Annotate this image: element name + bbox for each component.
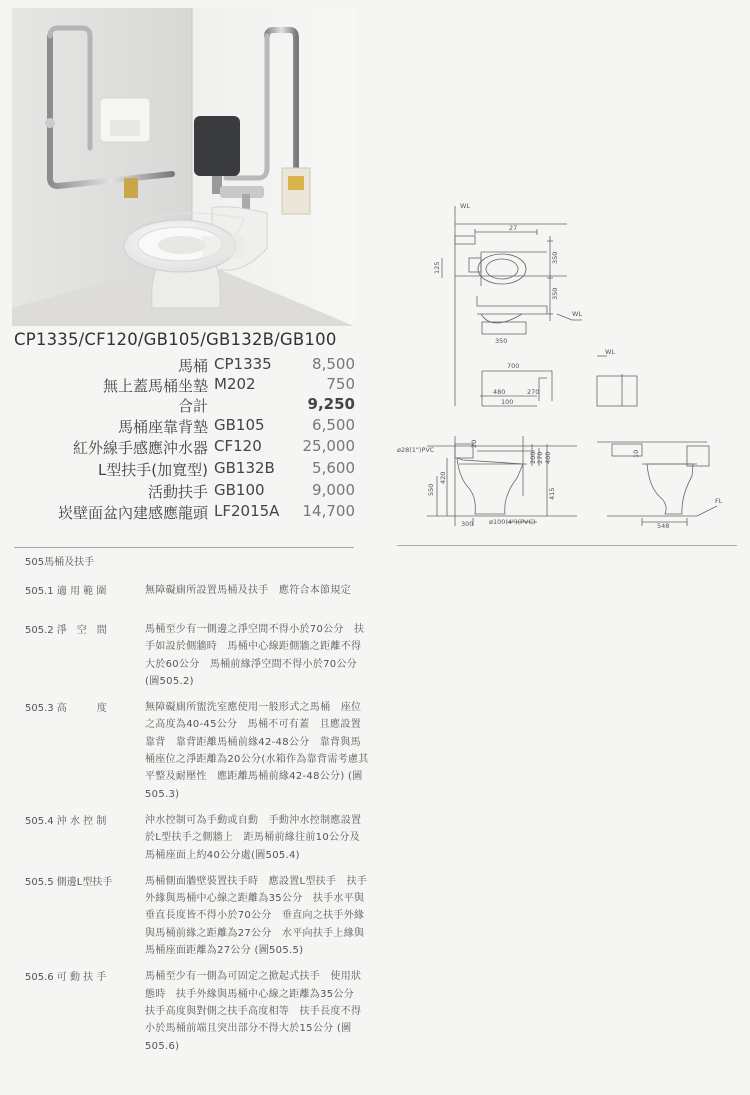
spec-item	[25, 812, 370, 864]
dim-350: 350	[551, 287, 559, 300]
spec-item	[25, 582, 370, 612]
label-wall: WL	[460, 202, 471, 210]
spec-label: 505.5 側邊L型扶手	[25, 876, 113, 888]
technical-drawing	[397, 196, 742, 540]
item-name: 崁壁面盆內建感應龍頭	[57, 504, 208, 522]
dim-125: 125	[433, 261, 441, 274]
item-price: 750	[326, 375, 355, 393]
item-code: LF2015A	[214, 502, 280, 520]
spec-text: 無障礙廁所盥洗室應使用一般形式之馬桶 座位之高度為40-45公分 馬桶不可有蓋 且應設置靠背 靠背距離馬桶前緣42-48公分 靠背與馬桶座位之淨距離為20公分(水箱作為靠背需考慮其平整及耐壓性 應距離馬桶前緣42-48公分) (圖505.3)	[145, 702, 369, 800]
spec-text: 沖水控制可為手動或自動 手動沖水控制應設置於L型扶手之側牆上 距馬桶前緣往前10公分及馬桶座面上約40公分處(圖505.4)	[145, 814, 362, 861]
price-row	[0, 502, 370, 522]
item-name: 紅外線手感應沖水器	[72, 439, 208, 457]
item-price: 9,000	[312, 481, 355, 499]
dim-480: 480	[493, 388, 506, 396]
item-price: 8,500	[312, 355, 355, 373]
dim-415: 415	[548, 487, 556, 500]
label-pipe-supply: ø28(1")PVC	[397, 446, 435, 454]
item-code: M202	[214, 375, 256, 393]
spec-text: 馬桶至少有一側為可固定之掀起式扶手 使用狀態時 扶手外緣與馬桶中心線之距離為35公分 扶手高度與對側之扶手高度相等 扶手長度不得小於馬桶前端且突出部分不得大於15公分 (圖505.6)	[145, 971, 365, 1052]
spec-item	[25, 621, 370, 690]
spec-heading: 505馬桶及扶手	[25, 557, 95, 568]
spec-item	[25, 873, 370, 959]
price-row	[0, 416, 370, 436]
item-name: 活動扶手	[147, 483, 208, 501]
model-numbers: CP1335/CF120/GB105/GB132B/GB100	[14, 330, 337, 349]
dim-700: 700	[507, 362, 520, 370]
dim-300: 300	[461, 520, 474, 528]
price-row	[0, 355, 370, 375]
label-wall: WL	[572, 310, 583, 318]
dim-400: 400	[544, 451, 552, 464]
dim-350: 350	[551, 251, 559, 264]
price-row	[0, 459, 370, 479]
spec-label: 505.1 適 用 範 圍	[25, 586, 107, 597]
item-name: 馬桶座靠背墊	[117, 418, 208, 436]
spec-label: 505.2 淨 空 間	[25, 625, 107, 636]
item-price: 25,000	[302, 437, 355, 455]
product-photo	[12, 8, 354, 326]
item-name: 馬桶	[177, 357, 208, 375]
label-floor: FL	[715, 497, 723, 505]
item-price: 14,700	[302, 502, 355, 520]
price-row	[0, 481, 370, 501]
divider	[14, 547, 354, 548]
dim-420: 420	[439, 471, 447, 484]
item-code: CF120	[214, 437, 262, 455]
dim-548: 548	[657, 522, 670, 530]
dim-200: 200	[529, 451, 537, 464]
divider	[397, 545, 737, 546]
dim-20: 20	[470, 439, 478, 448]
label-wall: WL	[605, 348, 616, 356]
dim-350: 350	[495, 337, 508, 345]
item-name: 無上蓋馬桶坐墊	[102, 377, 208, 395]
item-price: 5,600	[312, 459, 355, 477]
item-name: 合計	[177, 397, 208, 415]
item-code: GB105	[214, 416, 265, 434]
spec-text: 馬桶至少有一側邊之淨空間不得小於70公分 扶手如設於側牆時 馬桶中心線距側牆之距離不得大於60公分 馬桶前緣淨空間不得小於70公分 (圖505.2)	[145, 624, 365, 687]
price-row	[0, 375, 370, 395]
spec-label: 505.4 沖 水 控 制	[25, 815, 107, 827]
price-row-total	[0, 395, 370, 415]
spec-item	[25, 699, 370, 803]
spec-label: 505.3 高 度	[25, 703, 107, 715]
total-price: 9,250	[307, 395, 355, 413]
spec-item	[25, 968, 370, 1054]
dim-550: 550	[427, 483, 435, 496]
item-code: GB100	[214, 481, 265, 499]
dim-100: 100	[501, 398, 514, 406]
dim-270: 270	[536, 451, 544, 464]
item-price: 6,500	[312, 416, 355, 434]
dim-10: 10	[632, 449, 640, 458]
item-code: GB132B	[214, 459, 275, 477]
dim-270: 270	[527, 388, 540, 396]
spec-label: 505.6 可 動 扶 手	[25, 972, 107, 984]
spec-section	[25, 553, 370, 1055]
spec-text: 馬桶側面牆壁裝置扶手時 應設置L型扶手 扶手外緣與馬桶中心線之距離為35公分 扶手水平與垂直長度皆不得小於70公分 垂直向之扶手外緣與馬桶前緣之距離為27公分 水平向扶手上緣與馬桶座面距離為27公分 (圖505.5)	[145, 875, 368, 957]
dim-27: 27	[509, 224, 518, 232]
label-pipe-drain: ø100(4")(PVC)	[489, 518, 536, 526]
item-name: L型扶手(加寬型)	[97, 461, 208, 479]
item-code: CP1335	[214, 355, 272, 373]
price-row	[0, 437, 370, 457]
spec-text: 無障礙廁所設置馬桶及扶手 應符合本節規定	[145, 585, 351, 596]
